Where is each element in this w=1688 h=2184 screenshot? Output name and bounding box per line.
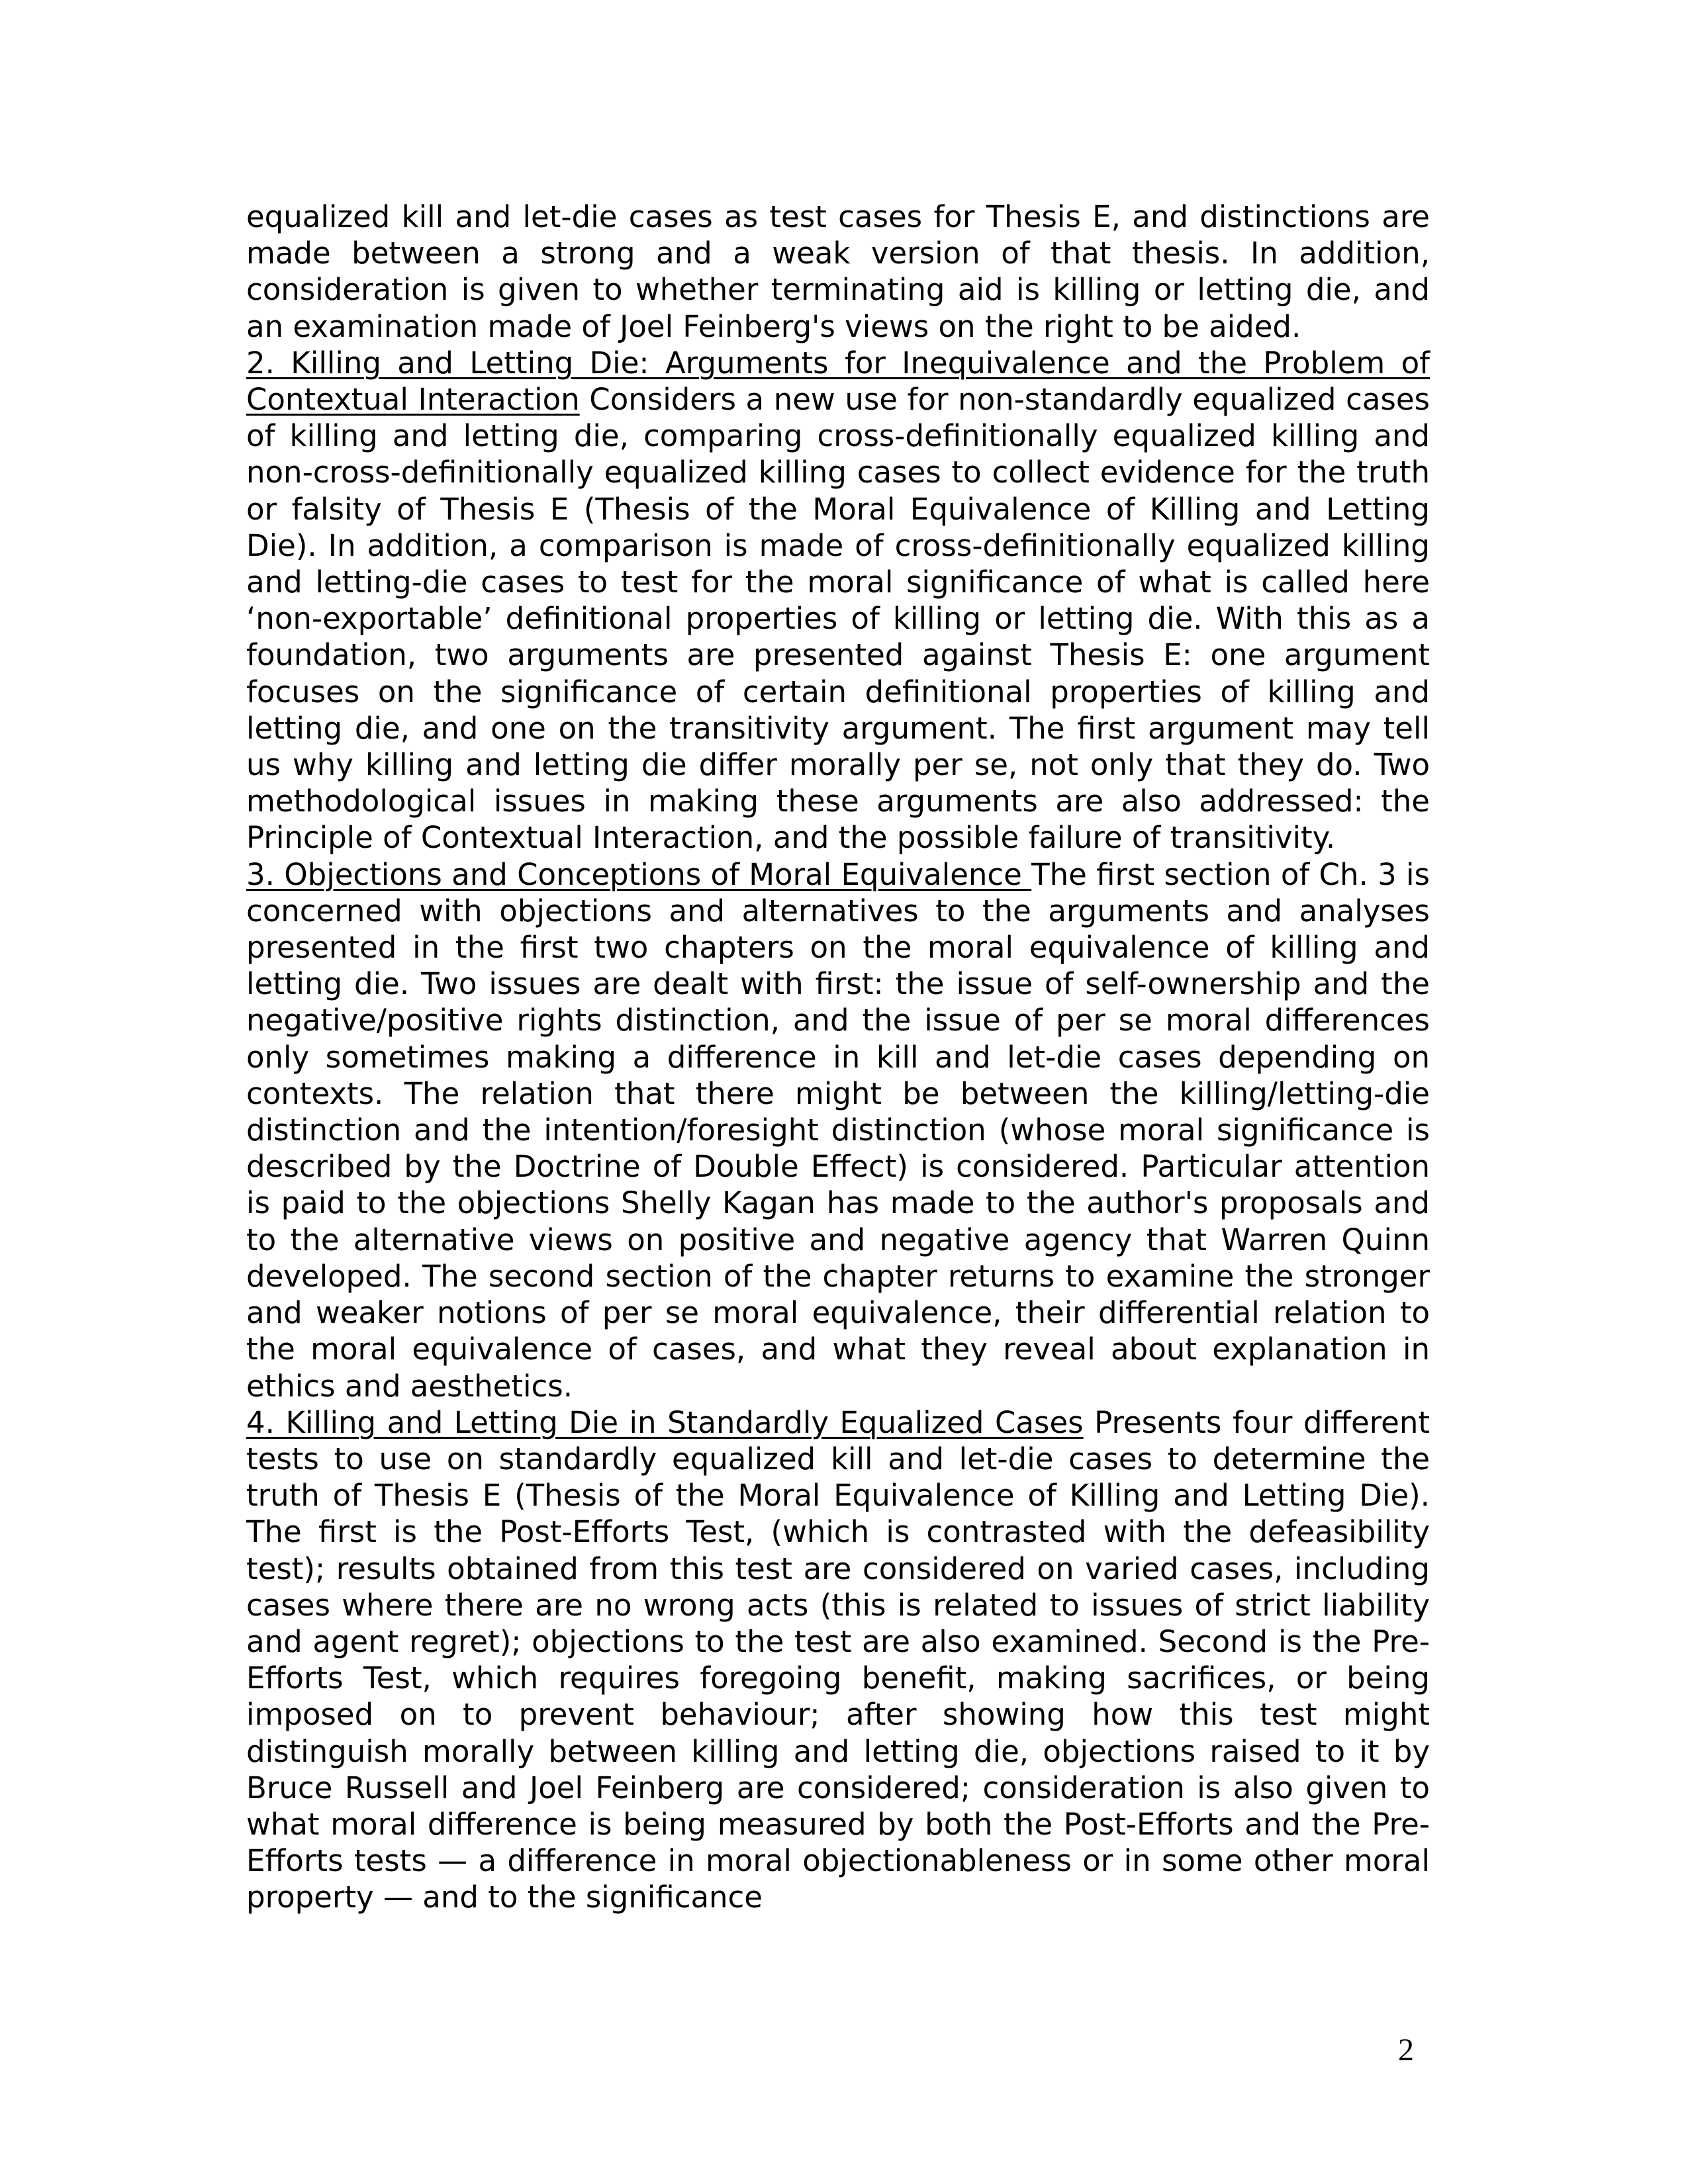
body-text [246, 199, 1430, 1916]
chapter-3-heading: 3. Objections and Conceptions of Moral Equivalence [246, 856, 1032, 892]
chapter-4-summary: Presents four different tests to use on standardly equalized kill and let-die cases to determine the truth of Thesis E (Thesis of the Moral Equivalence of Killing and Letting Die). The first is the Post-Efforts Test, (which is contrasted with the defeasibility test); results obtained from this test are considered on varied cases, including cases where there are no wrong acts (this is related to issues of strict liability and agent regret); objections to the test are also examined. Second is the Pre-Efforts Test, which requires foregoing benefit, making sacrifices, or being imposed on to prevent behaviour; after showing how this test might distinguish morally between killing and letting die, objections raised to it by Bruce Russell and Joel Feinberg are considered; consideration is also given to what moral difference is being measured by both the Post-Efforts and the Pre-Efforts tests — a difference in moral objectionableness or in some other moral property — and to the significance [246, 1404, 1430, 1915]
chapter-3-summary: The first section of Ch. 3 is concerned with objections and alternatives to the arguments and analyses presented in the first two chapters on the moral equivalence of killing and letting die. Two issues are dealt with first: the issue of self-ownership and the negative/positive rights distinction, and the issue of per se moral differences only sometimes making a difference in kill and let-die cases depending on contexts. The relation that there might be between the killing/letting-die distinction and the intention/foresight distinction (whose moral significance is described by the Doctrine of Double Effect) is considered. Particular attention is paid to the objections Shelly Kagan has made to the author's proposals and to the alternative views on positive and negative agency that Warren Quinn developed. The second section of the chapter returns to examine the stronger and weaker notions of per se moral equivalence, their differential relation to the moral equivalence of cases, and what they reveal about explanation in ethics and aesthetics. [246, 856, 1430, 1404]
chapter-4-heading: 4. Killing and Letting Die in Standardly Equalized Cases [246, 1404, 1084, 1440]
chapter-2-summary: Considers a new use for non-standardly equalized cases of killing and letting die, comparing cross-definitionally equalized killing and non-cross-definitionally equalized killing cases to collect evidence for the truth or falsity of Thesis E (Thesis of the Moral Equivalence of Killing and Letting Die). In addition, a comparison is made of cross-definitionally equalized killing and letting-die cases to test for the moral significance of what is called here ‘non-exportable’ definitional properties of killing or letting die. With this as a foundation, two arguments are presented against Thesis E: one argument focuses on the significance of certain definitional properties of killing and letting die, and one on the transitivity argument. The first argument may tell us why killing and letting die differ morally per se, not only that they do. Two methodological issues in making these arguments are also addressed: the Principle of Contextual Interaction, and the possible failure of transitivity. [246, 382, 1430, 856]
chapter-2-heading: 2. Killing and Letting Die: Arguments for Inequivalence and the Problem of Contextual Interaction [246, 345, 1430, 418]
paragraph-text: equalized kill and let-die cases as test cases for Thesis E, and distinctions are made between a strong and a weak version of that thesis. In addition, consideration is given to whether terminating aid is killing or letting die, and an examination made of Joel Feinberg's views on the right to be aided. [246, 199, 1430, 344]
page-number: 2 [1398, 2032, 1414, 2068]
paragraph-chapter-2 [246, 345, 1430, 856]
paragraph-intro-continued [246, 199, 1430, 345]
paragraph-chapter-3 [246, 856, 1430, 1404]
paragraph-chapter-4 [246, 1404, 1430, 1916]
